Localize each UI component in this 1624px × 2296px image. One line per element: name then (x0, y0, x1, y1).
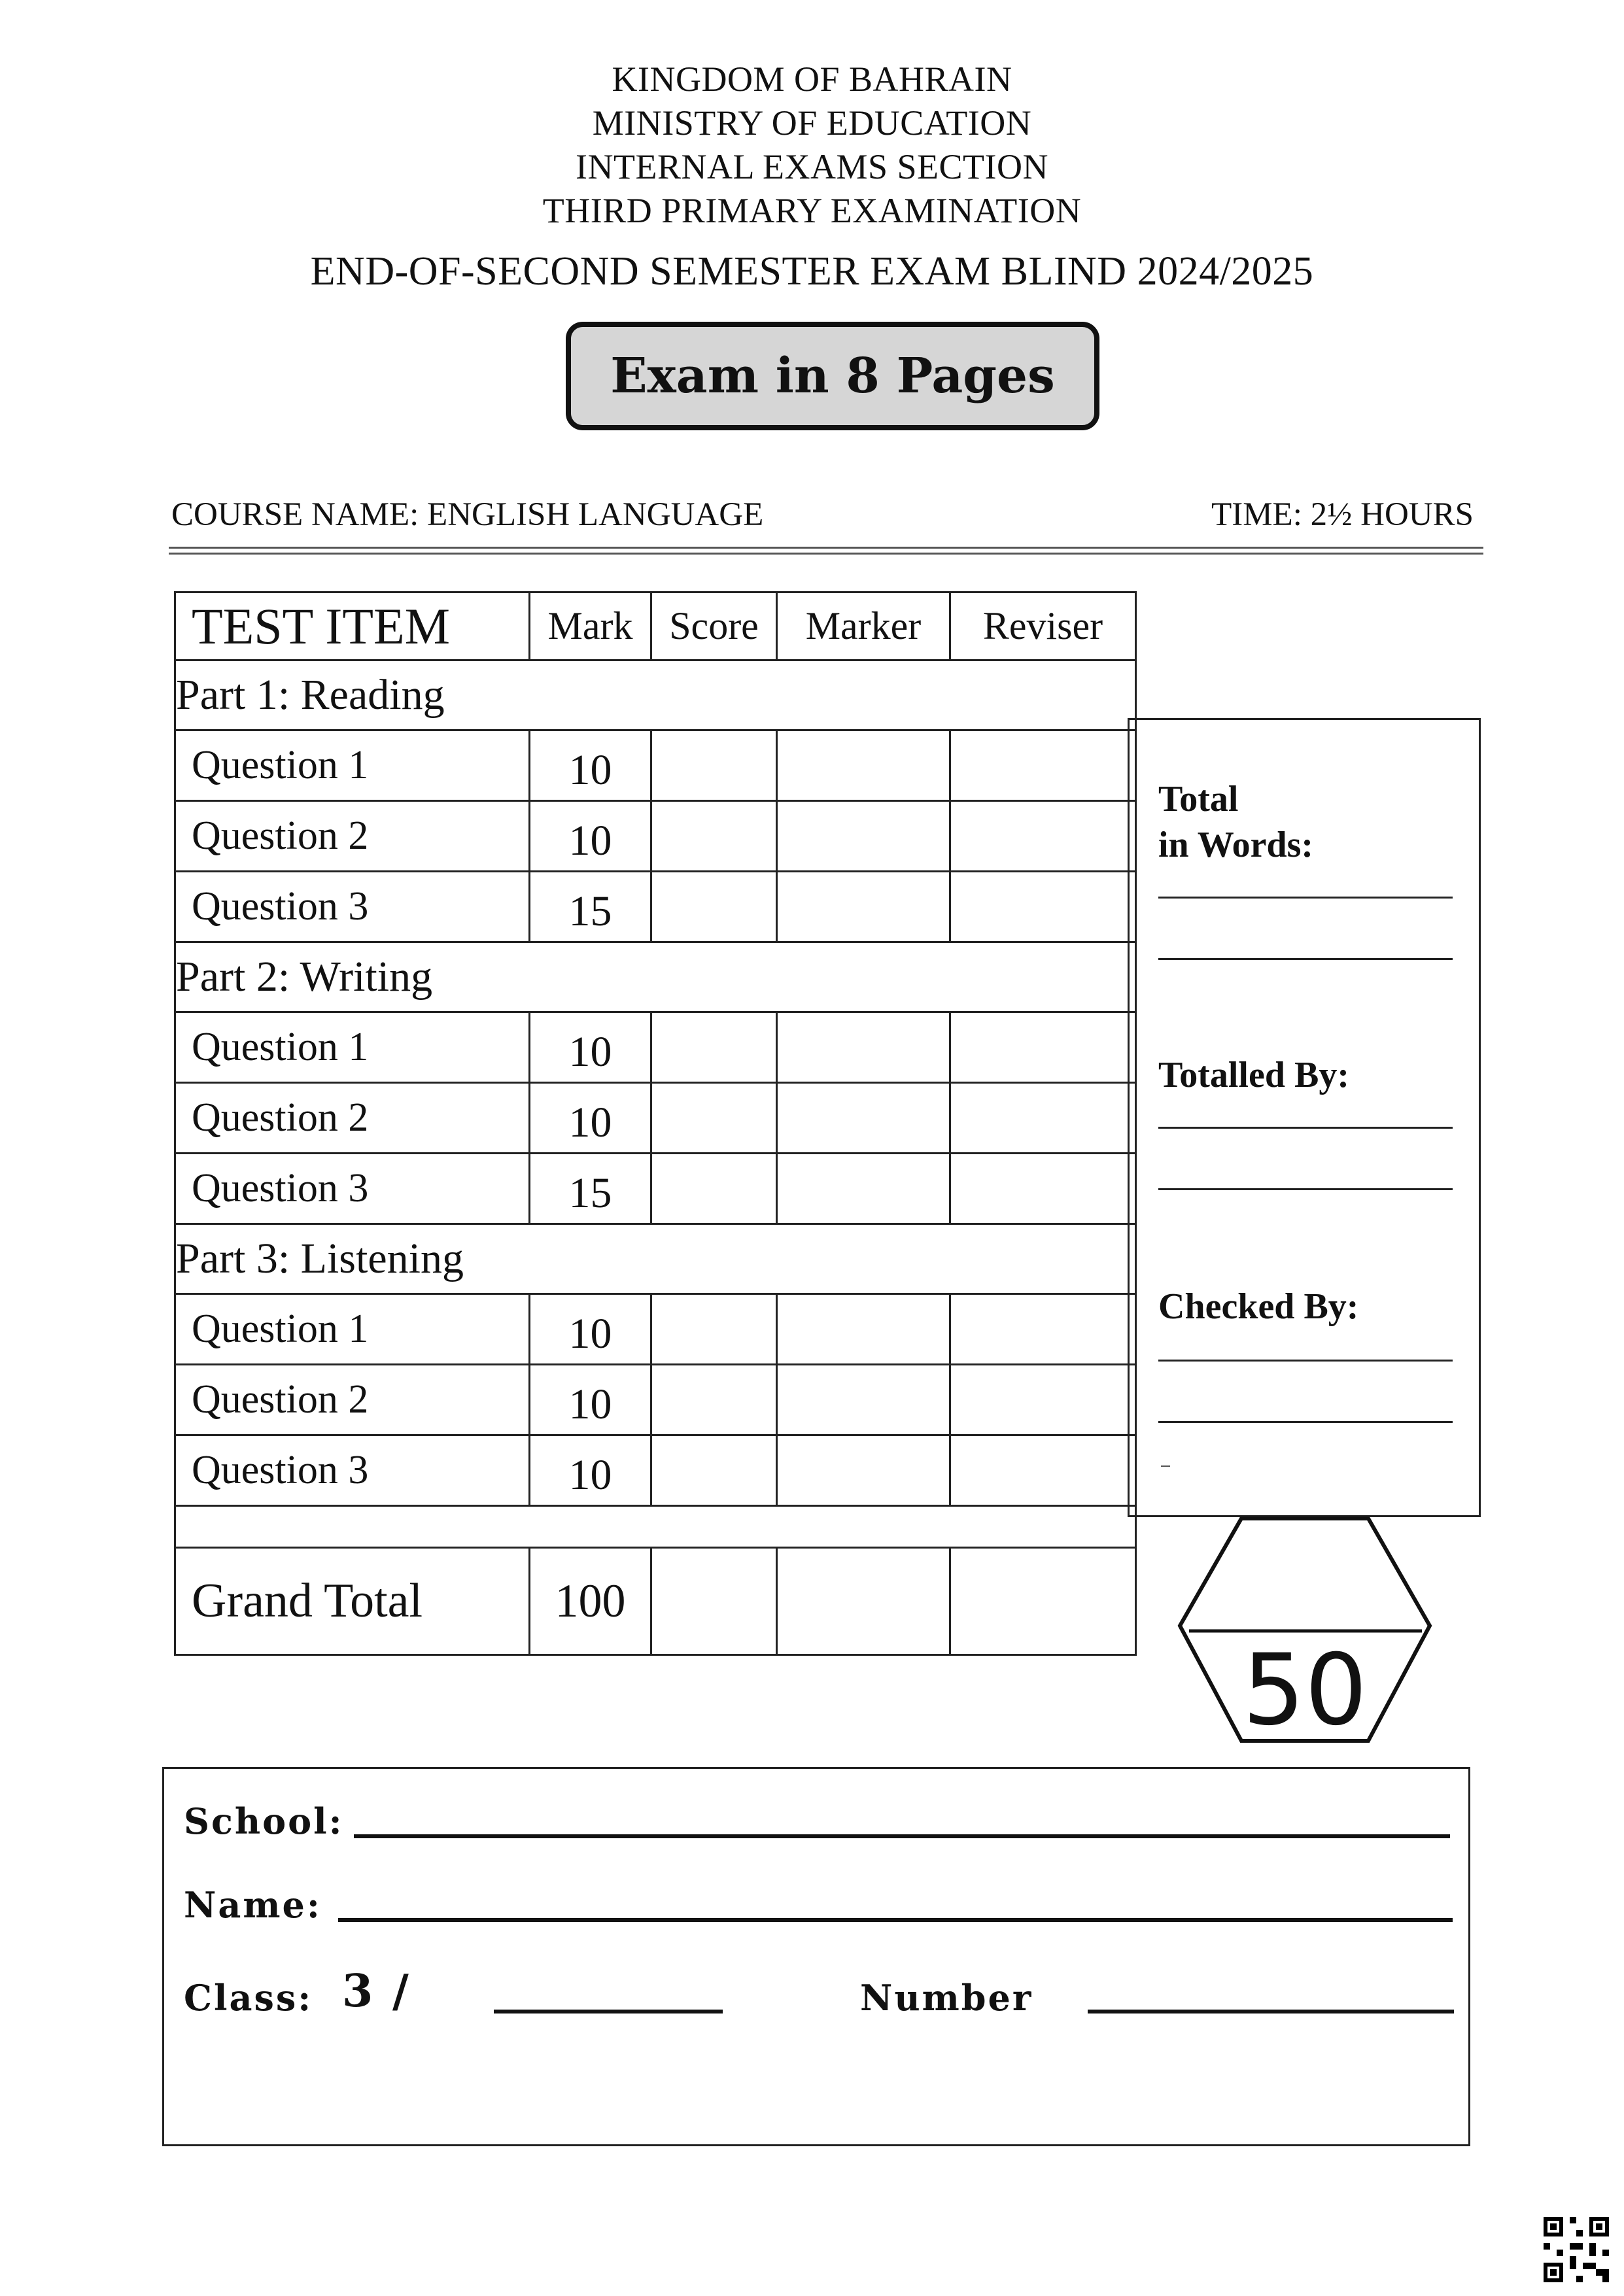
grand-total-label: Grand Total (175, 1548, 530, 1655)
exam-time: TIME: 2½ HOURS (1211, 496, 1474, 533)
reviser-cell[interactable] (950, 730, 1136, 801)
reviser-cell[interactable] (950, 1294, 1136, 1365)
score-cell[interactable] (651, 730, 777, 801)
table-row (175, 1365, 1136, 1435)
double-rule-divider (169, 547, 1483, 560)
marker-cell[interactable] (777, 1365, 950, 1435)
totalled-by-label: Totalled By: (1158, 1055, 1349, 1095)
score-cell[interactable] (651, 1365, 777, 1435)
pages-badge: Exam in 8 Pages (566, 322, 1099, 430)
course-name: COURSE NAME: ENGLISH LANGUAGE (171, 496, 764, 533)
header-exam-level: THIRD PRIMARY EXAMINATION (542, 191, 1082, 230)
question-label: Question 3 (175, 1154, 530, 1224)
question-label: Question 2 (175, 1083, 530, 1154)
total-in-words-line-2[interactable] (1158, 958, 1453, 960)
table-row (175, 1012, 1136, 1083)
score-cell[interactable] (651, 1548, 777, 1655)
part-title: Part 2: Writing (175, 942, 1136, 1012)
number-label: Number (860, 1977, 1033, 2019)
header-kingdom: KINGDOM OF BAHRAIN (612, 60, 1012, 99)
number-field[interactable] (1088, 2010, 1454, 2013)
question-label: Question 1 (175, 1012, 530, 1083)
question-label: Question 3 (175, 872, 530, 942)
header-reviser: Reviser (950, 592, 1136, 660)
question-mark: 10 (530, 1012, 651, 1083)
reviser-cell[interactable] (950, 1365, 1136, 1435)
part-title: Part 3: Listening (175, 1224, 1136, 1294)
header-test-item: TEST ITEM (175, 592, 530, 660)
score-cell[interactable] (651, 1012, 777, 1083)
totalled-by-line-1[interactable] (1158, 1127, 1453, 1129)
question-label: Question 1 (175, 730, 530, 801)
table-row (175, 1083, 1136, 1154)
grand-total-mark: 100 (530, 1548, 651, 1655)
question-mark: 10 (530, 1365, 651, 1435)
part-row-listening (175, 1224, 1136, 1294)
reviser-cell[interactable] (950, 1435, 1136, 1506)
grand-total-row (175, 1548, 1136, 1655)
header-ministry: MINISTRY OF EDUCATION (592, 103, 1032, 143)
table-header-row (175, 592, 1136, 660)
exam-title: END-OF-SECOND SEMESTER EXAM BLIND 2024/2025 (310, 249, 1314, 294)
empty-cell (175, 1506, 1136, 1548)
header-mark: Mark (530, 592, 651, 660)
question-mark: 10 (530, 801, 651, 872)
marker-cell[interactable] (777, 1435, 950, 1506)
in-words-label: in Words: (1158, 825, 1314, 865)
question-mark: 15 (530, 1154, 651, 1224)
marks-table (174, 591, 1137, 1656)
hexagon-value: 50 (1242, 1634, 1368, 1743)
name-field[interactable] (338, 1918, 1453, 1922)
question-mark: 10 (530, 1083, 651, 1154)
marker-cell[interactable] (777, 801, 950, 872)
hexagon-score-badge (1171, 1516, 1439, 1743)
spacer-row (175, 1506, 1136, 1548)
marker-cell[interactable] (777, 730, 950, 801)
checked-by-line-1[interactable] (1158, 1360, 1453, 1362)
table-row (175, 872, 1136, 942)
totalled-by-line-2[interactable] (1158, 1188, 1453, 1190)
class-field[interactable] (494, 2010, 723, 2013)
table-row (175, 730, 1136, 801)
header-marker: Marker (777, 592, 950, 660)
reviser-cell[interactable] (950, 1548, 1136, 1655)
marker-cell[interactable] (777, 1083, 950, 1154)
class-label: Class: (184, 1977, 313, 2019)
totals-side-box (1128, 718, 1481, 1517)
reviser-cell[interactable] (950, 1083, 1136, 1154)
exam-header (0, 58, 1624, 295)
question-label: Question 1 (175, 1294, 530, 1365)
score-cell[interactable] (651, 1294, 777, 1365)
score-cell[interactable] (651, 1083, 777, 1154)
school-label: School: (184, 1800, 344, 1842)
marker-cell[interactable] (777, 1154, 950, 1224)
small-dash-mark (1161, 1465, 1170, 1467)
school-field[interactable] (354, 1834, 1450, 1838)
score-cell[interactable] (651, 872, 777, 942)
reviser-cell[interactable] (950, 872, 1136, 942)
reviser-cell[interactable] (950, 1154, 1136, 1224)
reviser-cell[interactable] (950, 1012, 1136, 1083)
score-cell[interactable] (651, 1435, 777, 1506)
table-row (175, 801, 1136, 872)
table-row (175, 1435, 1136, 1506)
score-cell[interactable] (651, 1154, 777, 1224)
checked-by-line-2[interactable] (1158, 1421, 1453, 1423)
question-mark: 10 (530, 1435, 651, 1506)
question-label: Question 3 (175, 1435, 530, 1506)
checked-by-label: Checked By: (1158, 1286, 1359, 1327)
reviser-cell[interactable] (950, 801, 1136, 872)
question-mark: 10 (530, 730, 651, 801)
question-label: Question 2 (175, 801, 530, 872)
score-cell[interactable] (651, 801, 777, 872)
total-label: Total (1158, 779, 1239, 819)
question-mark: 15 (530, 872, 651, 942)
question-mark: 10 (530, 1294, 651, 1365)
name-label: Name: (184, 1884, 322, 1926)
class-value: 3 / (342, 1965, 411, 2017)
marker-cell[interactable] (777, 1294, 950, 1365)
header-score: Score (651, 592, 777, 660)
header-section: INTERNAL EXAMS SECTION (576, 147, 1048, 186)
part-row-reading (175, 660, 1136, 730)
table-row (175, 1294, 1136, 1365)
student-info-box (162, 1767, 1470, 2146)
part-title: Part 1: Reading (175, 660, 1136, 730)
marker-cell[interactable] (777, 872, 950, 942)
qr-code-icon (1544, 2217, 1609, 2282)
marker-cell[interactable] (777, 1012, 950, 1083)
total-in-words-line-1[interactable] (1158, 897, 1453, 899)
table-row (175, 1154, 1136, 1224)
marker-cell[interactable] (777, 1548, 950, 1655)
part-row-writing (175, 942, 1136, 1012)
question-label: Question 2 (175, 1365, 530, 1435)
